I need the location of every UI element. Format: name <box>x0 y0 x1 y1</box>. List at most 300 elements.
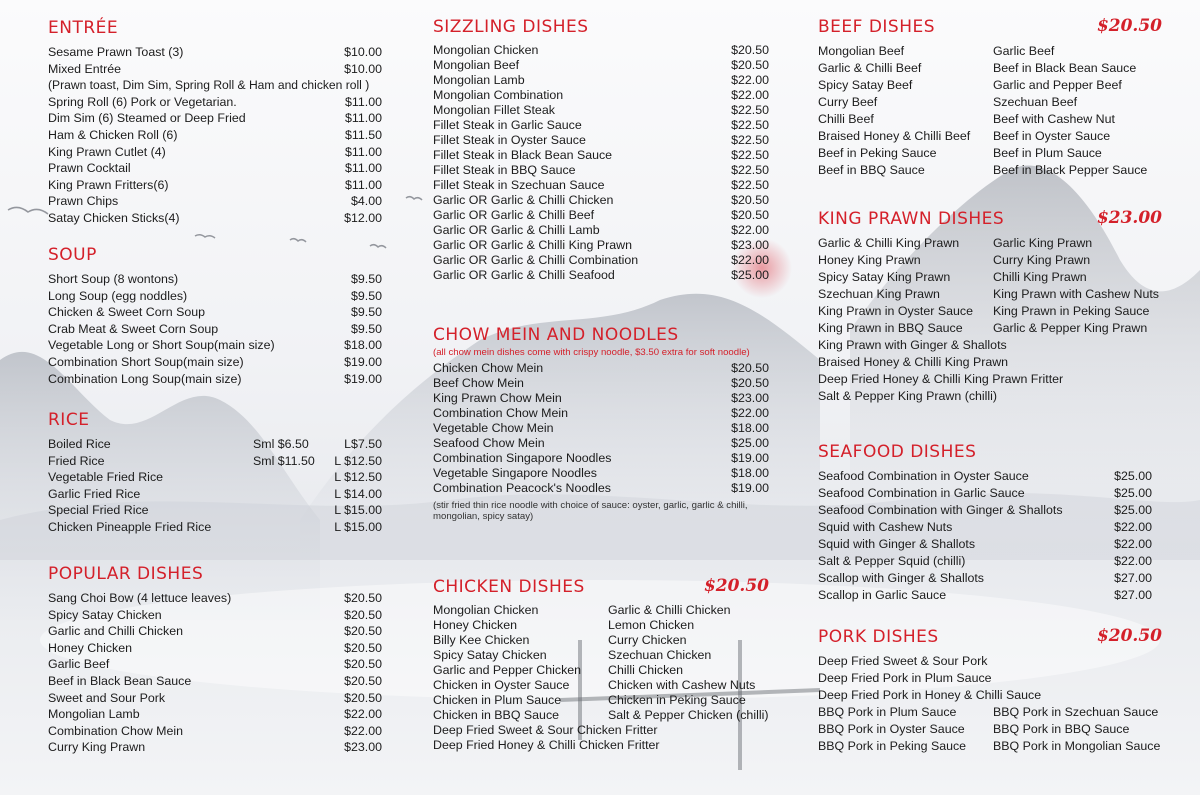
menu-item <box>48 640 382 657</box>
item-name: Chicken in Oyster Sauce <box>433 678 570 692</box>
pair-row <box>818 252 1162 269</box>
menu-item <box>48 673 382 690</box>
item-name: BBQ Pork in Peking Sauce <box>818 739 967 753</box>
pair-row <box>818 77 1162 94</box>
item-name: Beef with Cashew Nut <box>993 112 1115 126</box>
menu-item <box>48 469 382 486</box>
menu-item <box>818 587 1152 604</box>
item-price: $11.00 <box>345 94 382 109</box>
item-name: Billy Kee Chicken <box>433 633 530 647</box>
menu-item <box>48 354 382 371</box>
single-row: Braised Honey & Chilli King Prawn <box>818 355 1009 369</box>
item-name: Garlic King Prawn <box>993 236 1093 250</box>
menu-item <box>818 553 1152 570</box>
section-title-beef: BEEF DISHES <box>818 17 936 37</box>
item-name: Salt & Pepper Squid (chilli) <box>818 554 966 568</box>
item-name: Satay Chicken Sticks(4) <box>48 210 180 225</box>
item-name: Garlic Beef <box>48 657 110 672</box>
item-name: Chicken Chow Mein <box>433 361 544 375</box>
item-name: Honey Chicken <box>48 640 133 655</box>
item-name: Sesame Prawn Toast (3) <box>48 45 184 59</box>
item-name: Garlic Fried Rice <box>48 486 141 501</box>
pair-row <box>433 708 769 723</box>
item-price: $20.50 <box>731 58 769 72</box>
item-name: Scallop in Garlic Sauce <box>818 588 947 602</box>
item-name: Curry Beef <box>818 95 878 109</box>
menu-item <box>433 118 769 133</box>
item-name: Long Soup (egg noddles) <box>48 288 188 303</box>
item-name: Fillet Steak in Black Bean Sauce <box>433 148 613 162</box>
menu-item <box>48 177 382 194</box>
item-price: $22.00 <box>731 88 769 102</box>
menu-item <box>433 148 769 163</box>
pair-row <box>818 320 1162 337</box>
item-name: Squid with Cashew Nuts <box>818 520 953 534</box>
item-price: $25.00 <box>1114 503 1152 517</box>
item-name: Chicken in Peking Sauce <box>608 693 746 707</box>
menu-item <box>818 536 1152 553</box>
item-name: Garlic OR Garlic & Chilli Seafood <box>433 268 615 282</box>
menu-item <box>48 486 382 503</box>
item-price: $9.50 <box>350 305 382 320</box>
item-price: $9.50 <box>350 321 382 336</box>
menu-item <box>433 73 769 88</box>
menu-item <box>433 268 769 283</box>
menu-item <box>48 61 382 78</box>
menu-item <box>818 570 1152 587</box>
section-title-soup: SOUP <box>48 245 97 265</box>
item-price: $20.50 <box>344 657 382 672</box>
item-price: $22.00 <box>344 723 382 738</box>
item-name: Sang Choi Bow (4 lettuce leaves) <box>48 591 232 605</box>
item-name: BBQ Pork in Mongolian Sauce <box>993 739 1161 753</box>
item-name: (Prawn toast, Dim Sim, Spring Roll & Ham and chicken roll ) <box>48 78 370 93</box>
item-name: Seafood Chow Mein <box>433 436 545 450</box>
item-name: Mongolian Combination <box>433 88 564 102</box>
item-price: $19.00 <box>731 481 769 495</box>
item-price: $22.50 <box>731 163 769 177</box>
item-price: $25.00 <box>1114 486 1152 500</box>
item-name: Garlic OR Garlic & Chilli Combination <box>433 253 639 267</box>
menu-item <box>48 304 382 321</box>
menu-item <box>433 163 769 178</box>
menu-item <box>818 468 1152 485</box>
section-seafood <box>818 442 1162 604</box>
item-name: Garlic OR Garlic & Chilli Beef <box>433 208 595 222</box>
item-name: Short Soup (8 wontons) <box>48 272 179 286</box>
menu-item <box>433 238 769 253</box>
item-price: $20.50 <box>344 607 382 622</box>
item-name: Seafood Combination in Oyster Sauce <box>818 469 1029 483</box>
item-price: $11.50 <box>345 127 382 142</box>
item-price: $20.50 <box>731 43 769 57</box>
single-row: Deep Fried Honey & Chilli King Prawn Fritter <box>818 372 1064 386</box>
item-price: $20.50 <box>344 690 382 705</box>
pair-row <box>818 60 1162 77</box>
item-price: $9.50 <box>350 272 382 286</box>
menu-item <box>48 453 382 470</box>
pair-row <box>818 43 1162 60</box>
item-price: $19.00 <box>344 354 382 369</box>
pair-row <box>818 235 1162 252</box>
pair-row <box>433 663 769 678</box>
menu-item <box>48 321 382 338</box>
item-name: Braised Honey & Chilli Beef <box>818 129 971 143</box>
item-name: Spicy Satay Chicken <box>48 607 162 622</box>
menu-item <box>48 288 382 305</box>
item-price: $20.50 <box>731 193 769 207</box>
section-pork <box>818 627 1162 755</box>
section-title-seafood: SEAFOOD DISHES <box>818 442 977 462</box>
item-name: Dim Sim (6) Steamed or Deep Fried <box>48 111 246 126</box>
item-name: Spicy Satay Chicken <box>433 648 547 662</box>
pair-row <box>433 633 769 648</box>
item-name: Garlic and Pepper Chicken <box>433 663 582 677</box>
section-title-chow-mein: CHOW MEIN AND NOODLES <box>433 325 679 345</box>
item-name: Mongolian Lamb <box>48 707 140 722</box>
section-title-popular: POPULAR DISHES <box>48 564 204 584</box>
item-name: Beef in BBQ Sauce <box>818 163 925 177</box>
item-name: King Prawn Cutlet (4) <box>48 144 166 159</box>
item-name: Mongolian Beef <box>433 58 520 72</box>
item-name: Chilli Beef <box>818 112 874 126</box>
item-price: $19.00 <box>731 451 769 465</box>
menu-item <box>818 485 1152 502</box>
item-price: $19.00 <box>344 371 382 386</box>
item-price: $11.00 <box>345 144 382 159</box>
single-row: King Prawn with Ginger & Shallots <box>818 338 1007 352</box>
item-price: $22.00 <box>344 707 382 722</box>
pair-row <box>818 286 1162 303</box>
menu-item <box>433 223 769 238</box>
item-name: BBQ Pork in BBQ Sauce <box>993 722 1130 736</box>
section-chicken <box>433 577 769 753</box>
menu-item <box>48 623 382 640</box>
item-name: King Prawn in BBQ Sauce <box>818 321 963 335</box>
item-price: $11.00 <box>345 111 382 126</box>
item-name: Garlic Beef <box>993 44 1055 58</box>
item-price: L$7.50 <box>344 437 382 451</box>
item-name: Fried Rice <box>48 453 105 468</box>
item-price: $25.00 <box>731 268 769 282</box>
item-name: Mongolian Chicken <box>433 43 539 57</box>
item-price: $22.00 <box>731 73 769 87</box>
item-price: $22.00 <box>731 223 769 237</box>
item-price: $11.00 <box>345 177 382 192</box>
single-row: Deep Fried Sweet & Sour Chicken Fritter <box>433 723 658 737</box>
menu-item <box>818 519 1152 536</box>
section-title-chicken: CHICKEN DISHES <box>433 577 585 597</box>
item-price: $22.00 <box>731 253 769 267</box>
item-price: $22.50 <box>731 148 769 162</box>
item-name: Beef in Plum Sauce <box>993 146 1102 160</box>
menu-item <box>433 253 769 268</box>
menu-item <box>48 739 382 756</box>
item-name: Vegetable Fried Rice <box>48 470 164 485</box>
item-name: Salt & Pepper Chicken (chilli) <box>608 708 769 722</box>
single-row: Deep Fried Pork in Honey & Chilli Sauce <box>818 688 1042 702</box>
item-name: BBQ Pork in Oyster Sauce <box>818 722 965 736</box>
item-name: Combination Chow Mein <box>433 406 568 420</box>
item-name: Combination Singapore Noodles <box>433 451 612 465</box>
item-name: Seafood Combination in Garlic Sauce <box>818 486 1025 500</box>
menu-item <box>48 723 382 740</box>
item-price: $27.00 <box>1114 588 1152 602</box>
menu-item <box>48 160 382 177</box>
pair-row <box>433 648 769 663</box>
item-price: $25.00 <box>731 436 769 450</box>
menu-item <box>433 391 769 406</box>
item-name: Prawn Cocktail <box>48 161 131 176</box>
menu-item <box>48 607 382 624</box>
item-name: Fillet Steak in Szechuan Sauce <box>433 178 605 192</box>
item-name: Garlic & Chilli Beef <box>818 61 922 75</box>
item-name: Fillet Steak in Oyster Sauce <box>433 133 586 147</box>
menu-item <box>433 406 769 421</box>
section-price-pork: $20.50 <box>1096 626 1162 646</box>
item-price: $22.50 <box>731 103 769 117</box>
menu-item <box>433 193 769 208</box>
item-name: Crab Meat & Sweet Corn Soup <box>48 321 219 336</box>
item-name: Combination Chow Mein <box>48 723 183 738</box>
item-name: Garlic OR Garlic & Chilli King Prawn <box>433 238 632 252</box>
item-name: Garlic & Pepper King Prawn <box>993 321 1148 335</box>
section-soup <box>48 245 382 387</box>
section-title-entree: ENTRÉE <box>48 18 119 38</box>
item-name: King Prawn in Peking Sauce <box>993 304 1150 318</box>
menu-item <box>48 337 382 354</box>
item-price: L $14.00 <box>334 486 382 501</box>
menu-item <box>48 656 382 673</box>
pair-row <box>818 704 1162 721</box>
menu-item <box>433 208 769 223</box>
chow-mein-note: (all chow mein dishes come with crispy noodle, $3.50 extra for soft noodle) <box>433 347 750 358</box>
item-name: King Prawn with Cashew Nuts <box>993 287 1159 301</box>
item-name: Szechuan Chicken <box>608 648 712 662</box>
item-name: Sweet and Sour Pork <box>48 690 166 705</box>
menu-item <box>48 271 382 288</box>
item-name: Combination Short Soup(main size) <box>48 354 244 369</box>
item-name: Prawn Chips <box>48 194 119 209</box>
item-price: L $12.50 <box>334 470 382 485</box>
item-name: Chilli Chicken <box>608 663 684 677</box>
item-name: Garlic and Pepper Beef <box>993 78 1122 92</box>
menu-item <box>48 371 382 388</box>
item-name: Curry King Prawn <box>993 253 1091 267</box>
item-price: L $15.00 <box>334 503 382 518</box>
item-price: $23.00 <box>731 238 769 252</box>
menu-item <box>48 690 382 707</box>
item-name: Beef in Oyster Sauce <box>993 129 1111 143</box>
item-price: $20.50 <box>731 208 769 222</box>
item-price: $23.00 <box>344 740 382 755</box>
item-name: Beef in Peking Sauce <box>818 146 937 160</box>
single-row: Salt & Pepper King Prawn (chilli) <box>818 389 998 403</box>
item-name: Honey King Prawn <box>818 253 921 267</box>
item-price: $18.00 <box>731 466 769 480</box>
item-name: Mongolian Beef <box>818 44 905 58</box>
item-name: Mongolian Chicken <box>433 603 539 617</box>
item-small-price: Sml $6.50 <box>253 437 309 451</box>
item-price: L $12.50 <box>334 453 382 468</box>
pair-row <box>818 303 1162 320</box>
menu-item <box>48 144 382 161</box>
item-price: $10.00 <box>344 45 382 59</box>
item-name: Combination Long Soup(main size) <box>48 371 242 386</box>
item-name: Garlic and Chilli Chicken <box>48 624 183 639</box>
item-name: Beef in Black Pepper Sauce <box>993 163 1148 177</box>
item-price: $22.50 <box>731 133 769 147</box>
item-name: Mongolian Fillet Steak <box>433 103 555 117</box>
menu-item <box>818 502 1152 519</box>
item-name: King Prawn Fritters(6) <box>48 177 169 192</box>
menu-item <box>48 502 382 519</box>
section-sizzling <box>433 17 769 283</box>
pair-row <box>818 269 1162 286</box>
item-name: Beef in Black Bean Sauce <box>48 673 192 688</box>
section-chow-mein <box>433 325 769 522</box>
item-name: Chicken with Cashew Nuts <box>608 678 756 692</box>
item-name: BBQ Pork in Plum Sauce <box>818 705 957 719</box>
menu-item <box>48 590 382 607</box>
item-price: $20.50 <box>731 361 769 375</box>
item-name: Chicken in Plum Sauce <box>433 693 562 707</box>
menu-item-note <box>48 77 382 94</box>
item-price: $20.50 <box>344 640 382 655</box>
item-price: $22.00 <box>1114 554 1152 568</box>
item-name: Spicy Satay Beef <box>818 78 913 92</box>
item-name: Garlic & Chilli Chicken <box>608 603 731 617</box>
item-price: $22.00 <box>731 406 769 420</box>
item-price: $20.50 <box>731 376 769 390</box>
pair-row <box>433 618 769 633</box>
item-name: Vegetable Chow Mein <box>433 421 554 435</box>
item-price: $22.00 <box>1114 520 1152 534</box>
pair-row <box>433 603 769 618</box>
item-name: Beef in Black Bean Sauce <box>993 61 1137 75</box>
item-name: Szechuan King Prawn <box>818 287 940 301</box>
item-price: $23.00 <box>731 391 769 405</box>
item-name: Fillet Steak in BBQ Sauce <box>433 163 576 177</box>
section-beef <box>818 17 1162 179</box>
item-price: $20.50 <box>344 591 382 605</box>
item-price: $25.00 <box>1114 469 1152 483</box>
item-name: Vegetable Singapore Noodles <box>433 466 597 480</box>
section-title-pork: PORK DISHES <box>818 627 939 647</box>
item-name: Spring Roll (6) Pork or Vegetarian. <box>48 94 237 109</box>
item-price: $12.00 <box>344 210 382 225</box>
item-name: Beef Chow Mein <box>433 376 524 390</box>
item-price: $22.50 <box>731 118 769 132</box>
item-name: Boiled Rice <box>48 437 111 451</box>
section-entree <box>48 18 382 227</box>
pair-row <box>818 162 1162 179</box>
item-name: Curry King Prawn <box>48 740 146 755</box>
item-name: Chicken Pineapple Fried Rice <box>48 519 212 534</box>
item-name: Honey Chicken <box>433 618 518 632</box>
item-name: Scallop with Ginger & Shallots <box>818 571 984 585</box>
item-name: Chicken in BBQ Sauce <box>433 708 560 722</box>
section-rice <box>48 410 382 536</box>
menu-item <box>48 519 382 536</box>
menu-item <box>433 466 769 481</box>
section-price-chicken: $20.50 <box>703 576 769 596</box>
single-row: Deep Fried Pork in Plum Sauce <box>818 671 992 685</box>
menu-item <box>48 210 382 227</box>
item-name: BBQ Pork in Szechuan Sauce <box>993 705 1159 719</box>
menu-item <box>48 94 382 111</box>
item-name: Chilli King Prawn <box>993 270 1087 284</box>
item-price: $18.00 <box>344 338 382 353</box>
item-price: $22.00 <box>1114 537 1152 551</box>
item-small-price: Sml $11.50 <box>253 453 315 468</box>
item-name: Garlic OR Garlic & Chilli Chicken <box>433 193 614 207</box>
menu-item <box>433 421 769 436</box>
menu-item <box>48 110 382 127</box>
pair-row <box>818 721 1162 738</box>
section-king-prawn <box>818 209 1162 405</box>
item-name: Combination Peacock's Noodles <box>433 481 611 495</box>
item-price: $20.50 <box>344 624 382 639</box>
menu-item <box>433 88 769 103</box>
item-price: $22.50 <box>731 178 769 192</box>
item-name: Mongolian Lamb <box>433 73 525 87</box>
item-price: $18.00 <box>731 421 769 435</box>
menu-item <box>48 127 382 144</box>
item-name: Vegetable Long or Short Soup(main size) <box>48 338 275 353</box>
menu-item <box>433 376 769 391</box>
item-name: Ham & Chicken Roll (6) <box>48 127 178 142</box>
item-name: Seafood Combination with Ginger & Shallots <box>818 503 1063 517</box>
item-name: Curry Chicken <box>608 633 687 647</box>
item-name: Chicken & Sweet Corn Soup <box>48 305 206 320</box>
menu-item <box>48 706 382 723</box>
chow-mein-footnote: (stir fried thin rice noodle with choice of sauce: oyster, garlic, garlic & chilli, mongolian, spicy satay) <box>433 500 748 522</box>
pair-row <box>818 111 1162 128</box>
section-price-beef: $20.50 <box>1096 16 1162 36</box>
menu-item <box>433 133 769 148</box>
pair-row <box>433 693 769 708</box>
pair-row <box>818 145 1162 162</box>
pair-row <box>818 128 1162 145</box>
pair-row <box>818 738 1162 755</box>
menu-item <box>433 361 769 376</box>
item-name: Special Fried Rice <box>48 503 149 518</box>
menu-item <box>433 481 769 496</box>
item-name: Garlic & Chilli King Prawn <box>818 236 960 250</box>
menu-item <box>48 193 382 210</box>
menu-item <box>433 103 769 118</box>
item-name: Szechuan Beef <box>993 95 1078 109</box>
menu-item <box>48 44 382 61</box>
item-name: King Prawn in Oyster Sauce <box>818 304 973 318</box>
section-title-king-prawn: KING PRAWN DISHES <box>818 209 1005 229</box>
item-price: $4.00 <box>350 194 382 209</box>
item-name: Fillet Steak in Garlic Sauce <box>433 118 582 132</box>
section-price-king-prawn: $23.00 <box>1096 208 1162 228</box>
item-name: Lemon Chicken <box>608 618 695 632</box>
item-price: $11.00 <box>345 161 382 176</box>
pair-row <box>433 678 769 693</box>
item-name: Mixed Entrée <box>48 61 122 76</box>
single-row: Deep Fried Sweet & Sour Pork <box>818 654 988 668</box>
item-price: $27.00 <box>1114 571 1152 585</box>
item-price: $10.00 <box>344 61 382 76</box>
item-name: King Prawn Chow Mein <box>433 391 562 405</box>
menu-item <box>433 43 769 58</box>
menu-item <box>433 58 769 73</box>
section-title-sizzling: SIZZLING DISHES <box>433 17 589 37</box>
